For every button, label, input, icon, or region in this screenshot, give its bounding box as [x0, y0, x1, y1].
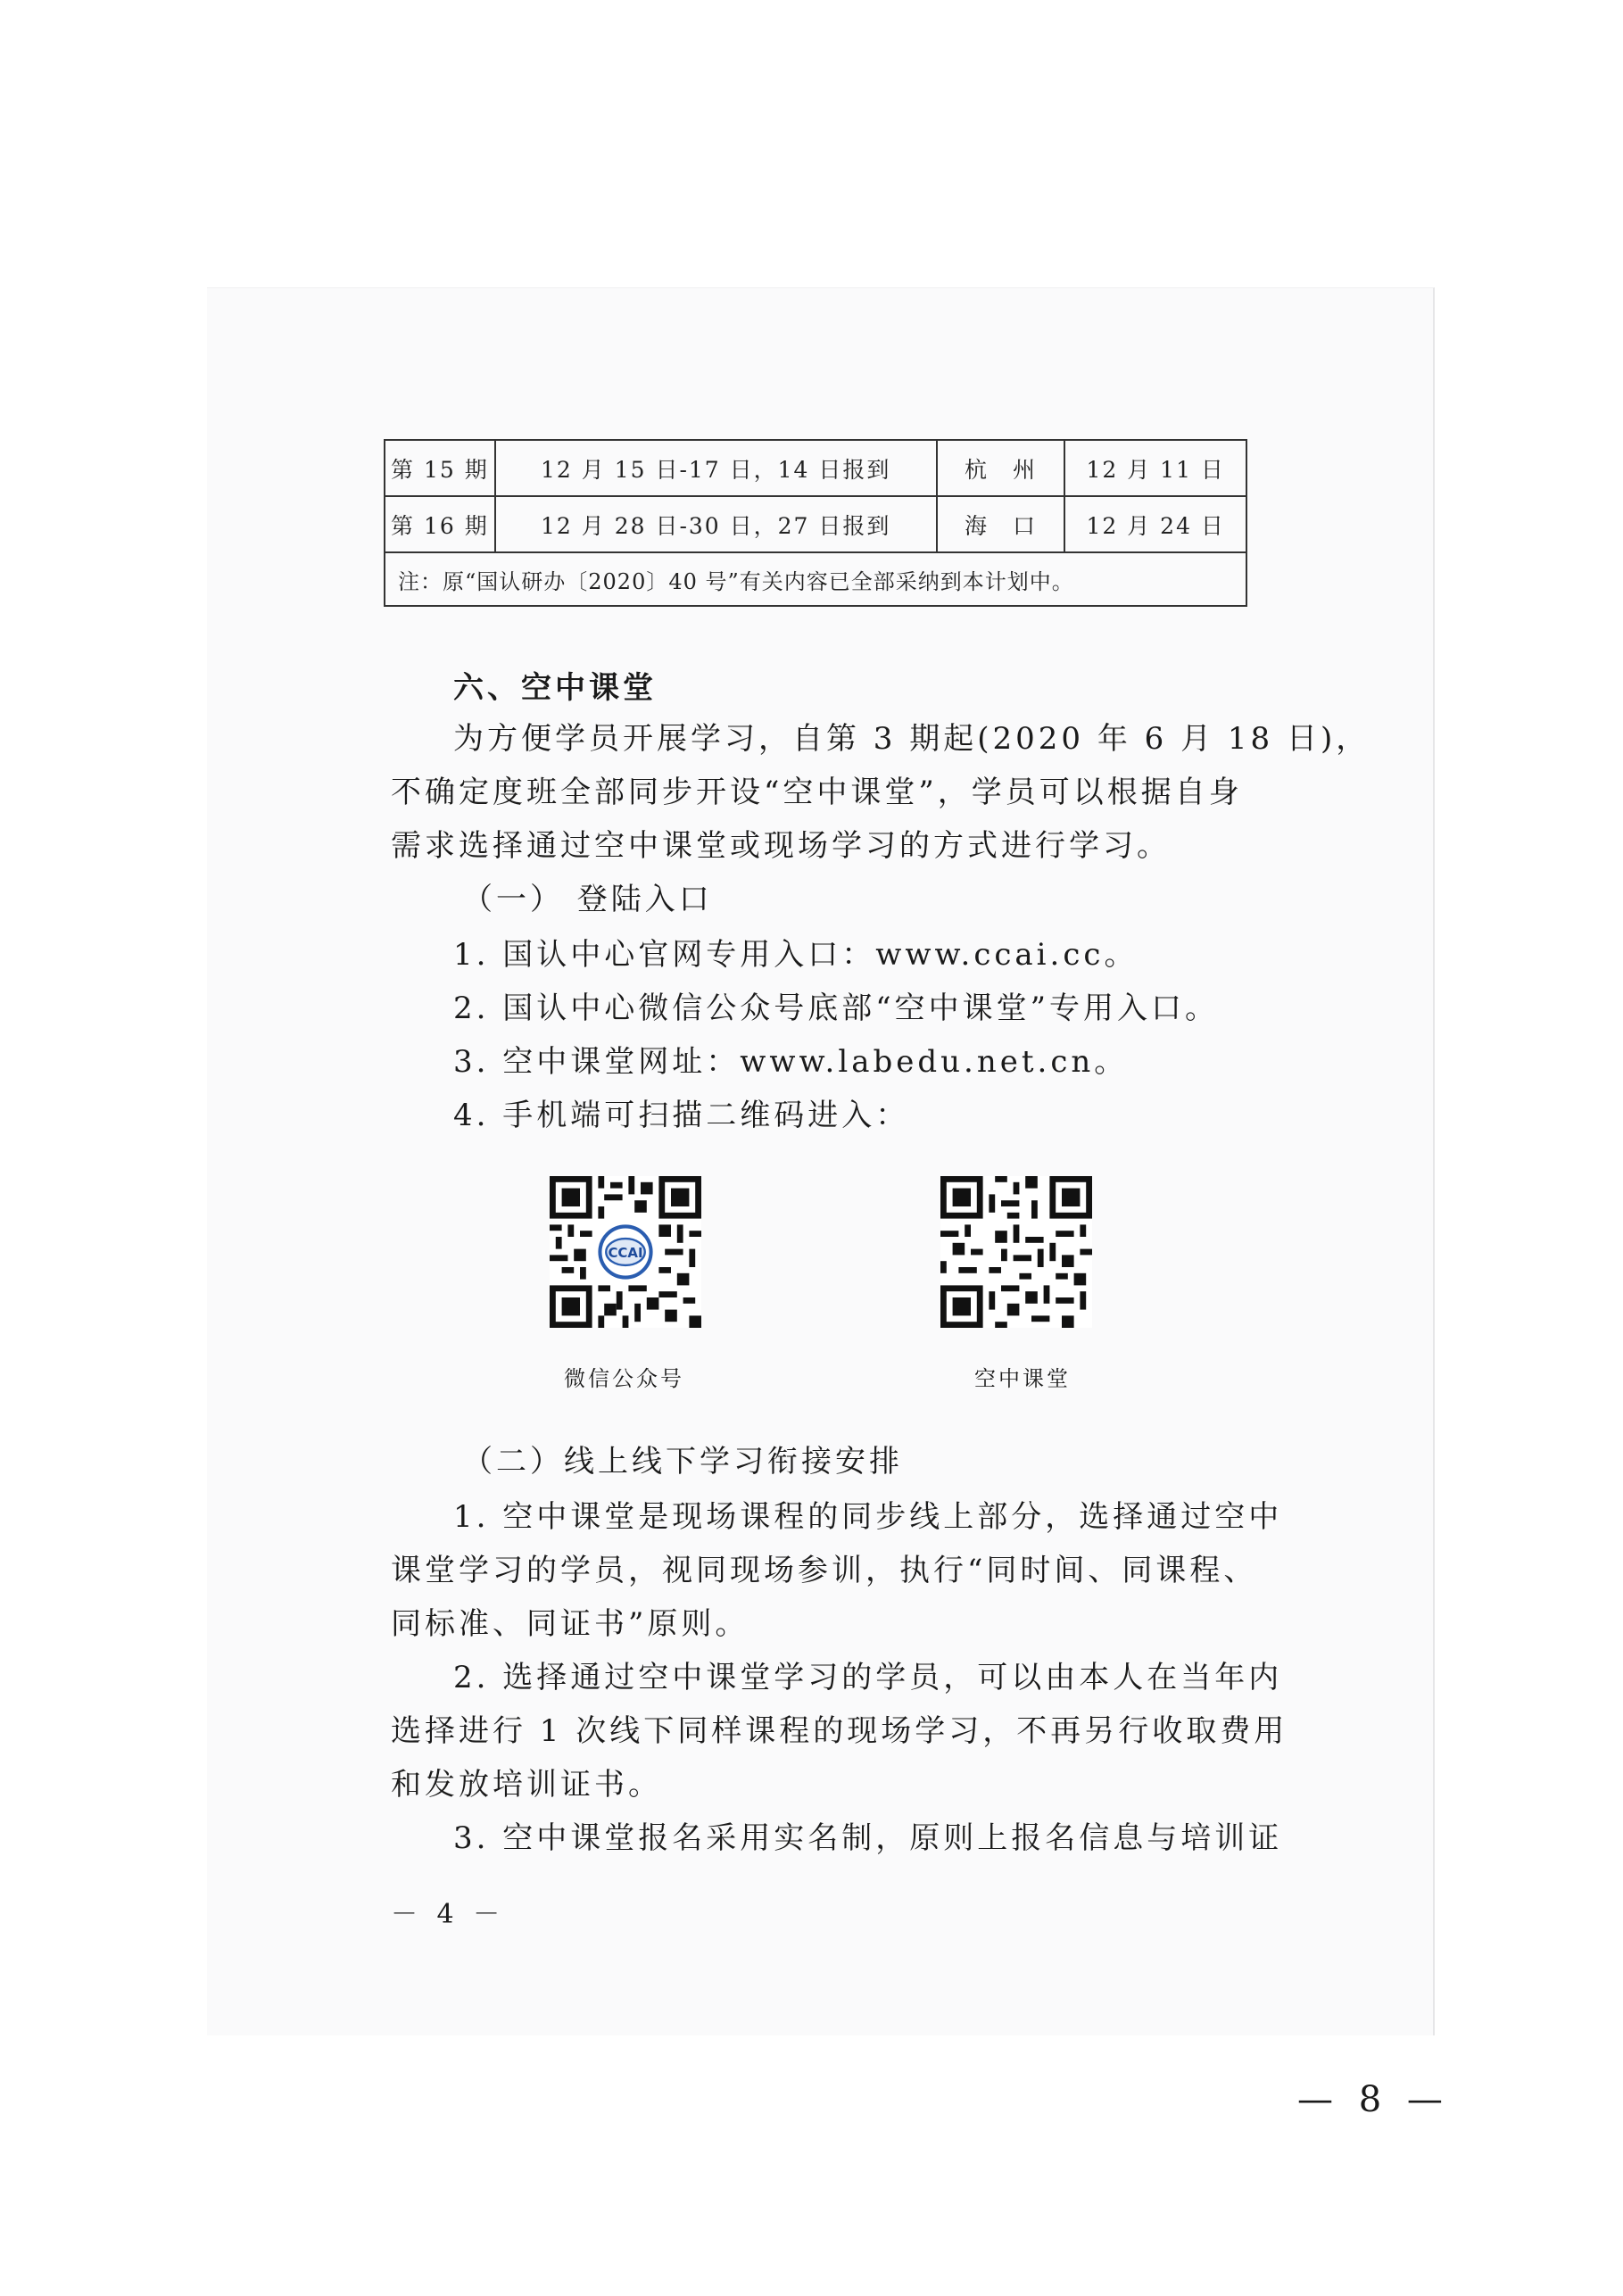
paragraph-line: 不确定度班全部同步开设“空中课堂”，学员可以根据自身 — [391, 775, 1243, 810]
paragraph-line: 1. 空中课堂是现场课程的同步线上部分，选择通过空中 — [453, 1499, 1283, 1535]
sky-classroom-qr-code — [940, 1176, 1092, 1328]
wechat-qr-code — [550, 1176, 701, 1328]
dates-cell: 12 月 15 日-17 日，14 日报到 — [495, 440, 937, 496]
city-cell: 杭 州 — [937, 440, 1065, 496]
paragraph-line: 同标准、同证书”原则。 — [391, 1606, 749, 1642]
paragraph-line: 课堂学习的学员，视同现场参训，执行“同时间、同课程、 — [391, 1553, 1258, 1588]
qr-caption: 微信公众号 — [564, 1366, 684, 1391]
schedule-table — [384, 439, 1247, 607]
table-row — [385, 440, 1246, 496]
paragraph-line: 3. 空中课堂报名采用实名制，原则上报名信息与培训证 — [453, 1820, 1283, 1856]
period-cell: 第 16 期 — [385, 496, 495, 552]
table-note: 注：原“国认研办〔2020〕40 号”有关内容已全部采纳到本计划中。 — [385, 552, 1246, 606]
period-cell: 第 15 期 — [385, 440, 495, 496]
inner-page-number: － 4 － — [391, 1899, 506, 1930]
list-item: 2. 国认中心微信公众号底部“空中课堂”专用入口。 — [453, 991, 1220, 1026]
table-row — [385, 496, 1246, 552]
list-item: 4. 手机端可扫描二维码进入： — [453, 1098, 910, 1133]
city-cell: 海 口 — [937, 496, 1065, 552]
paragraph-line: 和发放培训证书。 — [391, 1767, 662, 1803]
qr-caption: 空中课堂 — [974, 1366, 1071, 1391]
deadline-cell: 12 月 24 日 — [1064, 496, 1246, 552]
paragraph-line: 需求选择通过空中课堂或现场学习的方式进行学习。 — [391, 828, 1171, 864]
dates-cell: 12 月 28 日-30 日，27 日报到 — [495, 496, 937, 552]
paragraph-line: 2. 选择通过空中课堂学习的学员，可以由本人在当年内 — [453, 1660, 1283, 1695]
paragraph-line: 选择进行 1 次线下同样课程的现场学习，不再另行收取费用 — [391, 1713, 1288, 1749]
section-title: 六、空中课堂 — [453, 670, 657, 706]
paragraph-line: 为方便学员开展学习，自第 3 期起(2020 年 6 月 18 日)， — [453, 721, 1370, 757]
list-item: 1. 国认中心官网专用入口：www.ccai.cc。 — [453, 937, 1139, 973]
subsection-title: （一） 登陆入口 — [462, 882, 713, 917]
table-note-row — [385, 552, 1246, 606]
outer-page-number: — 8 — — [1297, 2079, 1450, 2120]
deadline-cell: 12 月 11 日 — [1064, 440, 1246, 496]
list-item: 3. 空中课堂网址：www.labedu.net.cn。 — [453, 1044, 1129, 1080]
ccai-logo: CCAI — [608, 1245, 643, 1262]
subsection-title: （二）线上线下学习衔接安排 — [462, 1444, 903, 1480]
